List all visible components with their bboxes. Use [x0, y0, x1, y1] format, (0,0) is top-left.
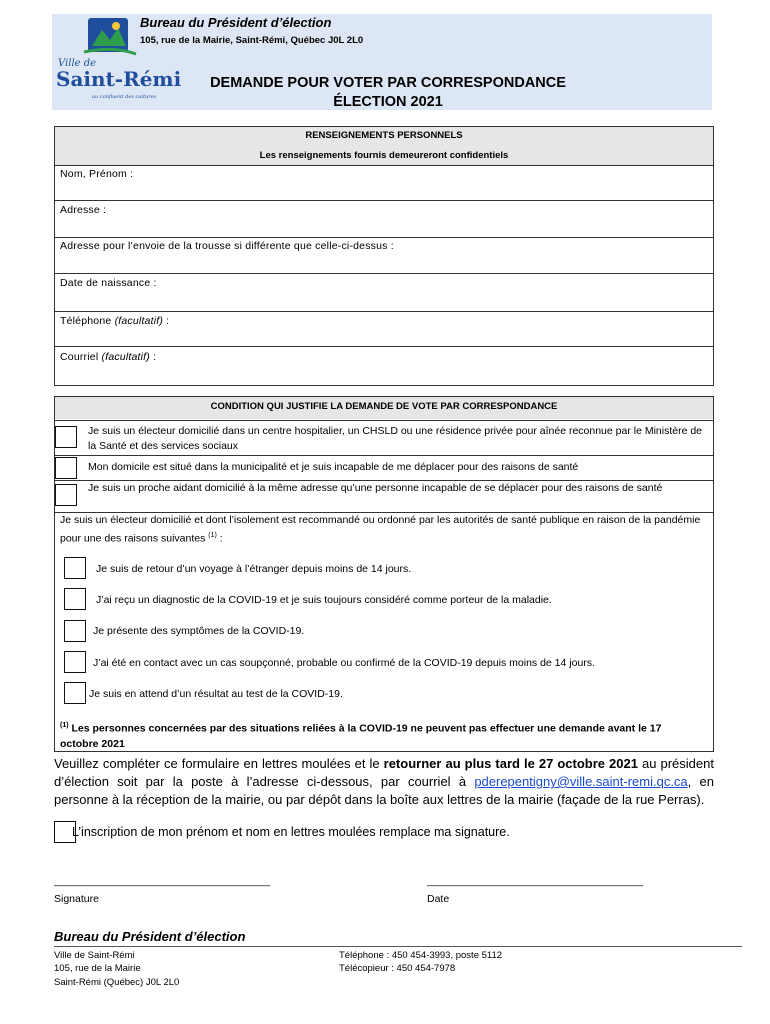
field-phone-label: Téléphone (facultatif) :: [60, 315, 170, 327]
checkbox-caregiver[interactable]: [55, 484, 77, 506]
option-home-label: Mon domicile est situé dans la municipalité et je suis incapable de me déplacer pour des raisons de santé: [88, 461, 579, 473]
field-address-label: Adresse :: [60, 204, 107, 216]
field-name-input[interactable]: [55, 180, 713, 198]
logo-tagline: au confluent des cultures: [92, 94, 157, 100]
field-name-label: Nom, Prénom :: [60, 168, 134, 180]
personal-subheading: Les renseignements fournis demeureront confidentiels: [259, 150, 509, 161]
email-link[interactable]: pderepentigny@ville.saint-remi.qc.ca: [474, 774, 688, 789]
logo-big-text: Saint-Rémi: [56, 67, 182, 91]
deadline-text: retourner au plus tard le 27 octobre 2021: [383, 756, 638, 771]
divider: [54, 311, 714, 312]
office-address: 105, rue de la Mairie, Saint-Rémi, Québec J0L 2L0: [140, 35, 364, 46]
checkbox-covid-travel[interactable]: [64, 557, 86, 579]
covid-footnote: $^{(1)}$ Les personnes concernées par des situations reliées à la COVID-19 ne peuvent pas effectuer une demande avant le 17 octobre 2021: [60, 722, 662, 750]
covid-option-test: Je suis en attend d’un résultat au test de la COVID-19.: [89, 688, 343, 700]
checkbox-covid-symptoms[interactable]: [64, 620, 86, 642]
personal-heading: RENSEIGNEMENTS PERSONNELS: [305, 130, 463, 141]
field-email-label: Courriel (facultatif) :: [60, 351, 157, 363]
field-address-input[interactable]: [55, 217, 713, 235]
footer-street: 105, rue de la Mairie: [54, 963, 141, 974]
title-line-2: ÉLECTION 2021: [333, 94, 443, 110]
divider: [54, 455, 714, 456]
covid-option-travel: Je suis de retour d’un voyage à l’étranger depuis moins de 14 jours.: [96, 563, 412, 575]
checkbox-hospital[interactable]: [55, 426, 77, 448]
field-kit-address-input[interactable]: [55, 253, 713, 271]
footer-left: [54, 949, 179, 989]
office-title: Bureau du Président d’élection: [140, 15, 332, 30]
date-label: Date: [427, 893, 450, 905]
divider: [54, 420, 714, 421]
field-kit-address-label: Adresse pour l’envoie de la trousse si différente que celle-ci-dessus :: [60, 240, 394, 252]
footer-phone: Téléphone : 450 454-3993, poste 5112: [339, 950, 503, 961]
logo-small-text: Ville de: [58, 58, 97, 69]
option-caregiver-label: Je suis un proche aidant domicilié à la même adresse qu’une personne incapable de se déplacer pour des raisons de santé: [88, 482, 663, 494]
conditions-heading: CONDITION QUI JUSTIFIE LA DEMANDE DE VOTE PAR CORRESPONDANCE: [210, 401, 558, 412]
signature-consent-label: L’inscription de mon prénom et nom en lettres moulées remplace ma signature.: [72, 825, 510, 839]
covid-option-contact: J’ai été en contact avec un cas soupçonné, probable ou confirmé de la COVID-19 depuis moins de 14 jours.: [93, 657, 595, 669]
divider: [54, 237, 714, 238]
divider: [54, 346, 714, 347]
footer-city: Ville de Saint-Rémi: [54, 950, 135, 961]
checkbox-covid-test[interactable]: [64, 682, 86, 704]
footer-divider: [54, 946, 742, 947]
field-email-input[interactable]: [55, 364, 713, 382]
signature-line[interactable]: _____________________________________: [54, 875, 271, 887]
divider: [54, 165, 714, 166]
footer-title: Bureau du Président d’élection: [54, 929, 246, 944]
option-hospital-label: Je suis un électeur domicilié dans un centre hospitalier, un CHSLD ou une résidence privée pour aînée reconnue par le Ministère de la Santé et des services sociaux: [88, 425, 703, 452]
title-line-1: DEMANDE POUR VOTER PAR CORRESPONDANCE: [210, 75, 566, 91]
field-birthdate-input[interactable]: [55, 290, 713, 308]
checkbox-covid-contact[interactable]: [64, 651, 86, 673]
checkbox-home-incapable[interactable]: [55, 457, 77, 479]
divider: [54, 200, 714, 201]
date-line[interactable]: _____________________________________: [427, 875, 644, 887]
divider: [54, 273, 714, 274]
covid-option-diagnosis: J’ai reçu un diagnostic de la COVID-19 et je suis toujours considéré comme porteur de la maladie.: [96, 594, 552, 606]
isolation-intro: Je suis un électeur domicilié et dont l’isolement est recommandé ou ordonné par les autorités de santé publique en raison de la pandémie pour une des raisons suivantes $^{(1)}$ :: [60, 514, 701, 545]
footer-postal: Saint-Rémi (Québec) J0L 2L0: [54, 977, 180, 988]
checkbox-covid-diagnosis[interactable]: [64, 588, 86, 610]
field-birthdate-label: Date de naissance :: [60, 277, 157, 289]
document-title: [160, 74, 616, 112]
covid-option-symptoms: Je présente des symptômes de la COVID-19.: [93, 625, 305, 637]
instructions-paragraph: Veuillez compléter ce formulaire en lettres moulées et le retourner au plus tard le 27 octobre 2021 au président d’élection soit par la poste à l’adresse ci-dessous, par courriel à pderepentigny@ville.saint-remi.qc.ca, en personne à la réception de la mairie, ou par dépôt dans la boîte aux lettres de la mairie (façade de la rue Perras).: [54, 756, 714, 807]
footer-fax: Télécopieur : 450 454-7978: [339, 963, 456, 974]
signature-label: Signature: [54, 893, 99, 905]
footer-right: [339, 949, 502, 975]
field-phone-input[interactable]: [55, 328, 713, 346]
